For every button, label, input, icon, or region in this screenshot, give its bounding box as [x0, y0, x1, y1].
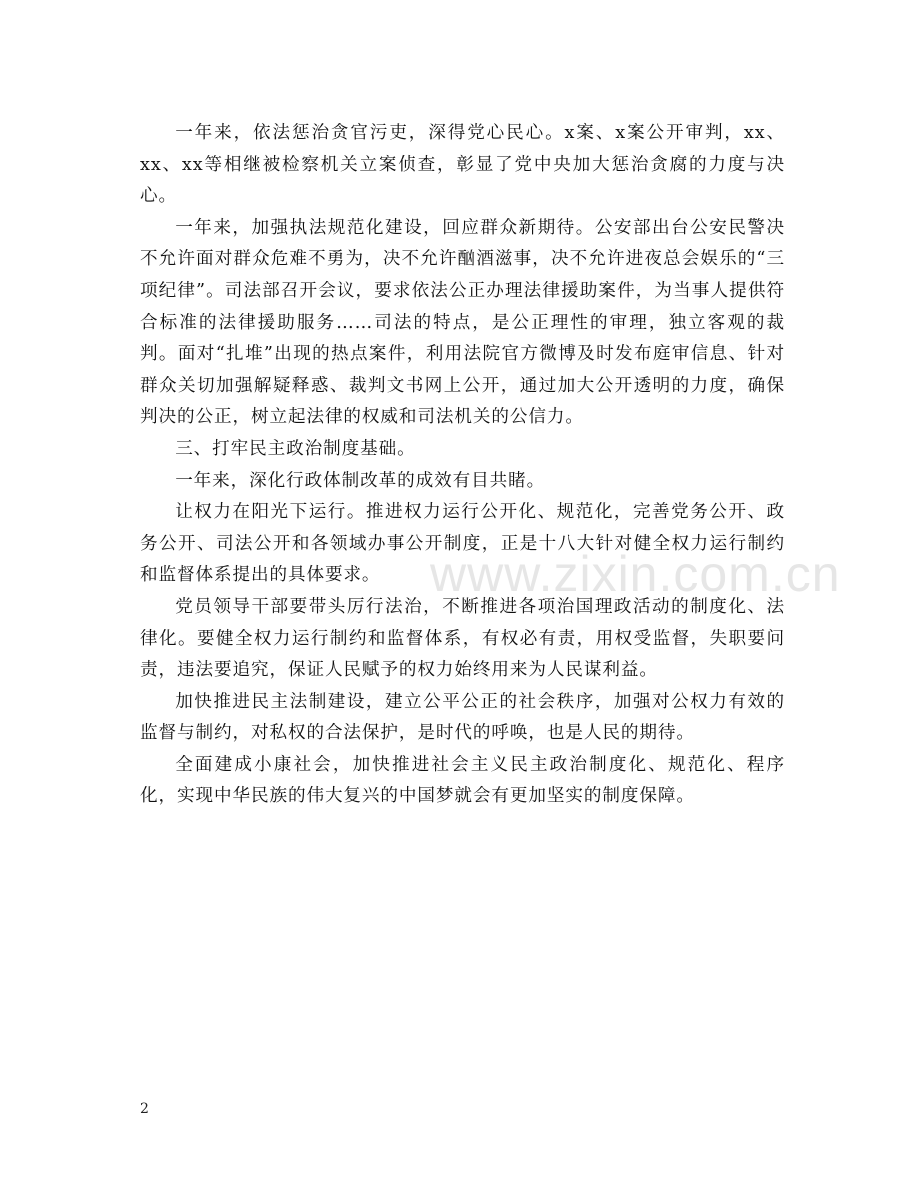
paragraph-5: 党员领导干部要带头厉行法治，不断推进各项治国理政活动的制度化、法律化。要健全权力运行制约和监督体系，有权必有责，用权受监督，失职要问责，违法要追究，保证人民赋予的权力始终用来为人民谋利益。 [140, 596, 785, 681]
paragraph-6: 加快推进民主法制建设，建立公平公正的社会秩序，加强对公权力有效的监督与制约，对私权的合法保护，是时代的呼唤，也是人民的期待。 [140, 691, 785, 744]
paragraph-4: 让权力在阳光下运行。推进权力运行公开化、规范化，完善党务公开、政务公开、司法公开和各领域办事公开制度，正是十八大针对健全权力运行制约和监督体系提出的具体要求。 [140, 502, 785, 586]
page-number: 2 [140, 1101, 149, 1117]
paragraph-2: 一年来，加强执法规范化建设，回应群众新期待。公安部出台公安民警决不允许面对群众危难不勇为，决不允许酗酒滋事，决不允许进夜总会娱乐的“三项纪律”。司法部召开会议，要求依法公正办理法律援助案件，为当事人提供符合标准的法律援助服务……司法的特点，是公正理性的审理，独立客观的裁判。面对“扎堆”出现的热点案件，利用法院官方微博及时发布庭审信息、针对群众关切加强解疑释惑、裁判文书网上公开，通过加大公开透明的力度，确保判决的公正，树立起法律的权威和司法机关的公信力。 [140, 217, 785, 428]
paragraph-7: 全面建成小康社会，加快推进社会主义民主政治制度化、规范化、程序化，实现中华民族的伟大复兴的中国梦就会有更加坚实的制度保障。 [140, 754, 785, 807]
section-heading: 三、打牢民主政治制度基础。 [175, 438, 416, 459]
paragraph-3: 一年来，深化行政体制改革的成效有目共睹。 [175, 470, 546, 491]
watermark: www.zixin.com.cn [430, 546, 841, 602]
body-text [140, 118, 785, 813]
paragraph-1: 一年来，依法惩治贪官污吏，深得党心民心。x案、x案公开审判，xx、xx、xx等相继被检察机关立案侦查，彰显了党中央加大惩治贪腐的力度与决心。 [140, 123, 785, 207]
